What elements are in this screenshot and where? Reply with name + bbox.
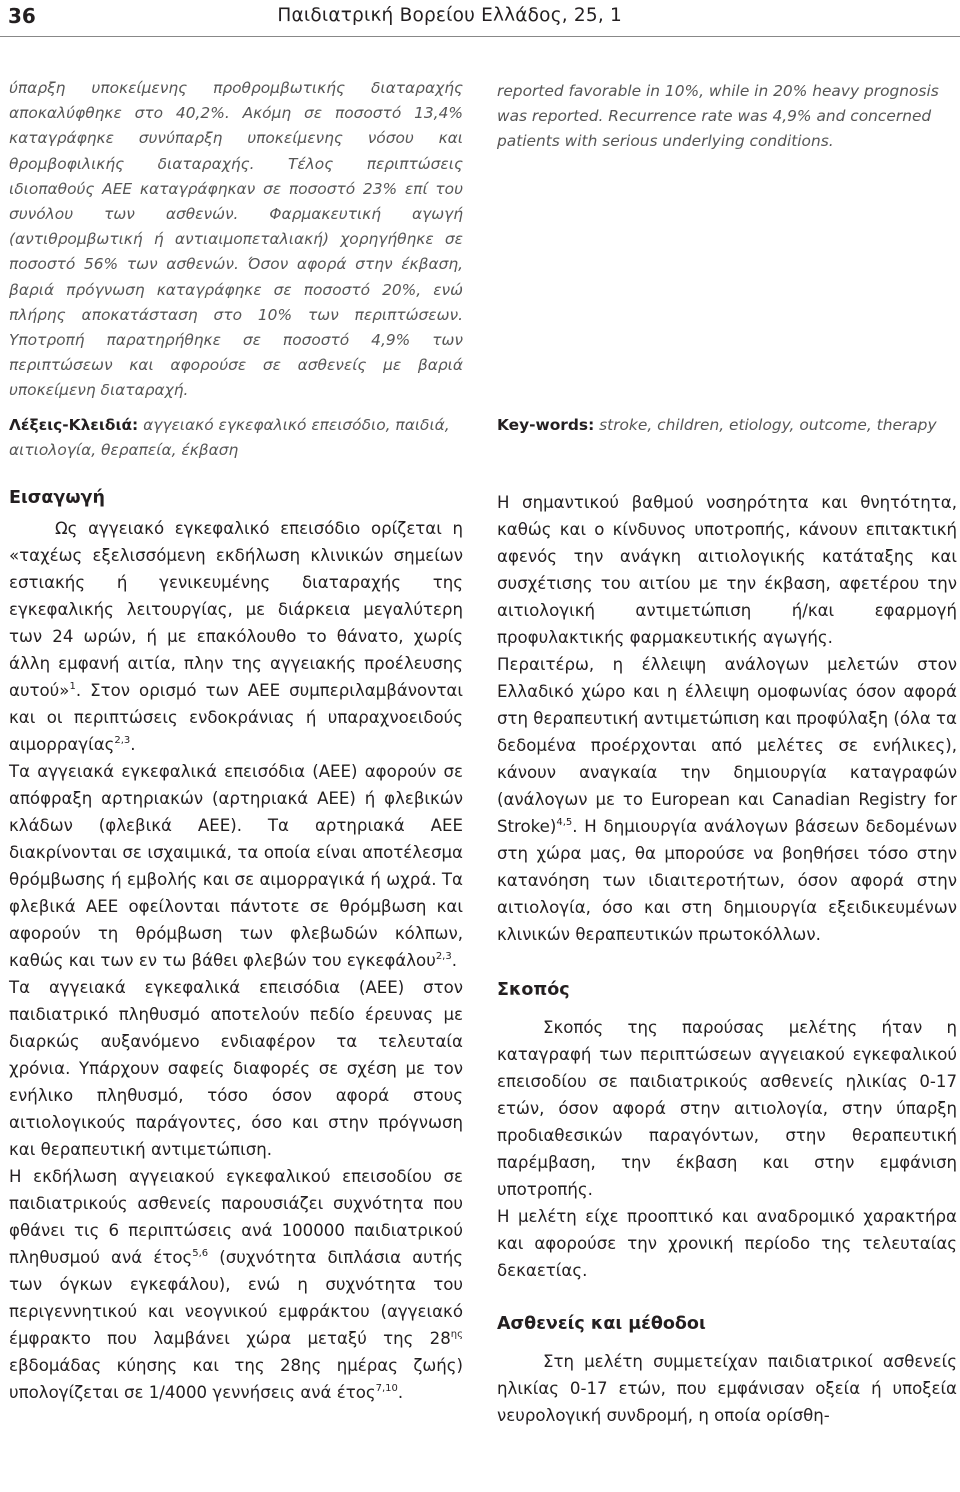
intro-paragraph-5: Η σημαντικού βαθμού νοσηρότητα και θνητότητα, καθώς και ο κίνδυνος υποτροπής, κάνουν επιτακτική αφενός την ανάγκη αιτιολογικής κατάταξης και συσχέτισης του αιτίου με την έκβαση, αφετέρου την αιτιολογική αντιμετώπιση ή/και εφαρμογή προφυλακτικής φαρμακευτικής αγωγής.: [497, 493, 957, 647]
keywords-english-text: stroke, children, etiology, outcome, therapy: [599, 416, 937, 434]
intro-paragraph-3: Τα αγγειακά εγκεφαλικά επεισόδια (ΑΕΕ) στον παιδιατρικό πληθυσμό αποτελούν πεδίο έρευνας με διαρκώς αυξανόμενο ενδιαφέρον τα τελευταία χρόνια. Υπάρχουν σαφείς διαφορές σε σχέση με τον ενήλικο πληθυσμό, τόσο όσον αφορά στους αιτιολογικούς παράγοντες, όσο και στην πρόγνωση και θεραπευτική αντιμετώπιση.: [9, 978, 463, 1159]
keywords-english: [497, 413, 957, 438]
intro-heading: Εισαγωγή: [9, 488, 105, 508]
page-header: [0, 0, 960, 50]
keywords-greek: [9, 413, 463, 463]
journal-title: Παιδιατρική Βορείου Ελλάδος, 25, 1: [277, 5, 622, 26]
right-body-column: [497, 489, 957, 1429]
page-number: 36: [8, 4, 36, 28]
left-body-column: [9, 488, 463, 1406]
keywords-greek-text: αγγειακό εγκεφαλικό επεισόδιο, παιδιά, αιτιολογία, θεραπεία, έκβαση: [9, 416, 450, 460]
methods-heading: Ασθενείς και μέθοδοι: [497, 1314, 706, 1334]
methods-paragraph-1: Στη μελέτη συμμετείχαν παιδιατρικοί ασθενείς ηλικίας 0-17 ετών, που εμφάνισαν οξεία ή υποξεία νευρολογική συνδρομή, η οποία ορίσθη-: [497, 1352, 957, 1425]
intro-paragraph-6: Περαιτέρω, η έλλειψη ανάλογων μελετών στον Ελλαδικό χώρο και η έλλειψη ομοφωνίας όσον αφορά στη θεραπευτική αντιμετώπιση και προφύλαξη (όλα τα δεδομένα προέρχονται από μελέτες σε ενήλικες), κάνουν αναγκαία την δημιουργία καταγραφών (ανάλογων με το European και Canadian Registry for Stroke)$^{4,5}$. Η δημιουργία ανάλογων βάσεων δεδομένων στη χώρα μας, θα μπορούσε να βοηθήσει τόσο στην κατανόηση των ιδιαιτεροτήτων, όσον αφορά στην αιτιολογία, όσο και στη δημιουργία εξειδικευμένων κλινικών θεραπευτικών πρωτοκόλλων.: [497, 655, 957, 944]
abstract-english-text: reported favorable in 10%, while in 20% heavy prognosis was reported. Recurrence rate was 4,9% and concerned patients with serious underlying conditions.: [497, 82, 939, 151]
intro-paragraph-2: Τα αγγειακά εγκεφαλικά επεισόδια (ΑΕΕ) αφορούν σε απόφραξη αρτηριακών (αρτηριακά ΑΕΕ) ή φλεβικών κλάδων (φλεβικά ΑΕΕ). Τα αρτηριακά ΑΕΕ διακρίνονται σε ισχαιμικά, τα οποία είναι αποτέλεσμα θρόμβωσης ή εμβολής και σε αιμορραγικά ή ωχρά. Τα φλεβικά ΑΕΕ οφείλονται πάντοτε σε θρόμβωση και αφορούν τη θρόμβωση των φλεβωδών κόλπων, καθώς και των εν τω βάθει φλεβών του εγκεφάλου$^{2,3}$.: [9, 762, 463, 970]
abstract-greek: [9, 76, 463, 404]
aim-paragraph-2: Η μελέτη είχε προοπτικό και αναδρομικό χαρακτήρα και αφορούσε την χρονική περίοδο της τελευταίας δεκαετίας.: [497, 1207, 957, 1280]
intro-paragraph-1: Ως αγγειακό εγκεφαλικό επεισόδιο ορίζεται η «ταχέως εξελισσόμενη εκδήλωση κλινικών σημείων εστιακής ή γενικευμένης διαταραχής της εγκεφαλικής λειτουργίας, με διάρκεια μεγαλύτερη των 24 ωρών, ή με επακόλουθο το θάνατο, χωρίς άλλη εμφανή αιτία, πλην της αγγειακής προέλευσης αυτού»$^1$. Στον ορισμό των ΑΕΕ συμπεριλαμβάνονται και οι περιπτώσεις ενδοκράνιας ή υπαραχνοειδούς αιμορραγίας$^{2,3}$.: [9, 519, 463, 754]
keywords-english-label: Key-words:: [497, 416, 595, 434]
keywords-greek-label: Λέξεις-Κλειδιά:: [9, 416, 139, 434]
header-rule: [0, 36, 960, 37]
abstract-greek-text: ύπαρξη υποκείμενης προθρομβωτικής διαταραχής αποκαλύφθηκε στο 40,2%. Ακόμη σε ποσοστό 13,4% καταγράφηκε συνύπαρξη υποκείμενης νόσου και θρομβοφιλικής διαταραχής. Τέλος περιπτώσεις ιδιοπαθούς ΑΕΕ καταγράφηκαν σε ποσοστό 23% επί του συνόλου των ασθενών. Φαρμακευτική αγωγή (αντιθρομβωτική ή αντιαιμοπεταλιακή) χορηγήθηκε σε ποσοστό 56% των ασθενών. Όσον αφορά στην έκβαση, βαριά πρόγνωση καταγράφηκε σε ποσοστό 20%, ενώ πλήρης αποκατάσταση στο 10% των περιπτώσεων. Υποτροπή παρατηρήθηκε σε ποσοστό 4,9% των περιπτώσεων και αφορούσε σε ασθενείς με βαριά υποκείμενη διαταραχή.: [9, 79, 463, 400]
aim-heading: Σκοπός: [497, 980, 570, 1000]
abstract-english: [497, 79, 957, 155]
aim-paragraph-1: Σκοπός της παρούσας μελέτης ήταν η καταγραφή των περιπτώσεων αγγειακού εγκεφαλικού επεισοδίου σε παιδιατρικούς ασθενείς ηλικίας 0-17 ετών, όσον αφορά στην αιτιολογία, στην ύπαρξη προδιαθεσικών παραγόντων, στην θεραπευτική παρέμβαση, την έκβαση και στην εμφάνιση υποτροπής.: [497, 1018, 957, 1199]
intro-paragraph-4: Η εκδήλωση αγγειακού εγκεφαλικού επεισοδίου σε παιδιατρικούς ασθενείς παρουσιάζει συχνότητα που φθάνει τις 6 περιπτώσεις ανά 100000 παιδιατρικού πληθυσμού ανά έτος$^{5,6}$ (συχνότητα διπλάσια αυτής των όγκων εγκεφάλου), ενώ η συχνότητα του περιγεννητικού και νεογνικού εμφράκτου (αγγειακό έμφρακτο που λαμβάνει χώρα μεταξύ της $28^{\eta\varsigma}$ εβδομάδας κύησης και της 28ης ημέρας ζωής) υπολογίζεται σε 1/4000 γεννήσεις ανά έτος$^{7,10}$.: [9, 1167, 463, 1402]
